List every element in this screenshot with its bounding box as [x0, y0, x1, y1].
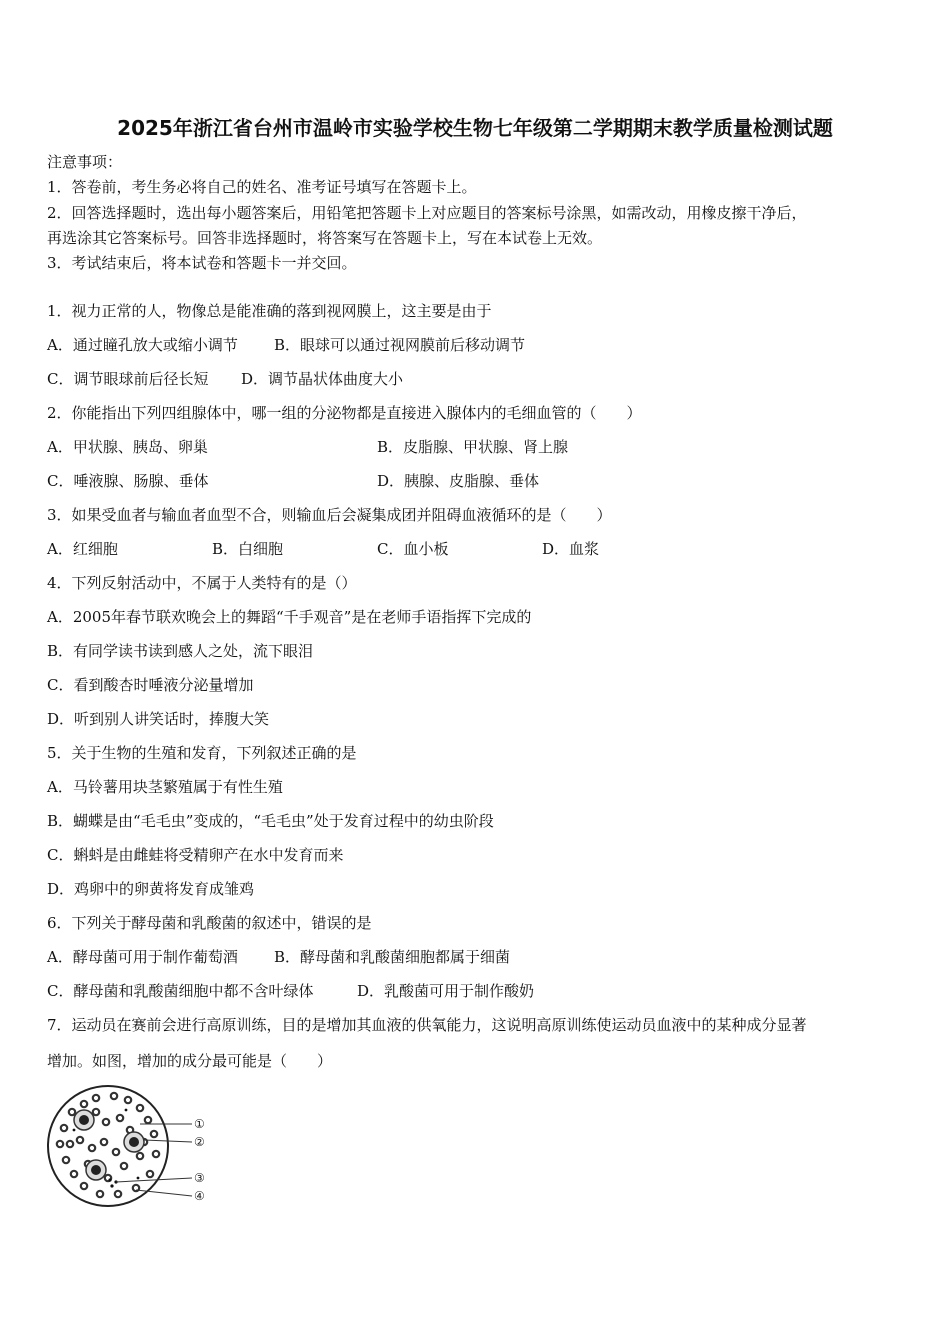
question-7-stem: 7．运动员在赛前会进行高原训练，目的是增加其血液的供氧能力，这说明高原训练使运动员血液中的某种成分显著	[47, 1016, 807, 1034]
option-d: D．胰腺、皮脂腺、垂体	[377, 472, 540, 490]
question-1-stem: 1．视力正常的人，物像总是能准确的落到视网膜上，这主要是由于	[47, 302, 492, 320]
question-2-stem: 2．你能指出下列四组腺体中，哪一组的分泌物都是直接进入腺体内的毛细血管的（ ）	[47, 404, 642, 422]
option-b: B．酵母菌和乳酸菌细胞都属于细菌	[274, 948, 511, 966]
question-6-stem: 6．下列关于酵母菌和乳酸菌的叙述中，错误的是	[47, 914, 372, 932]
question-7-stem-continued: 增加。如图，增加的成分最可能是（ ）	[47, 1052, 333, 1070]
option-d: D．听到别人讲笑话时，捧腹大笑	[47, 710, 270, 728]
question-5-stem: 5．关于生物的生殖和发育，下列叙述正确的是	[47, 744, 357, 762]
figure-label-1: ①	[194, 1117, 205, 1131]
option-a: A．通过瞳孔放大或缩小调节	[47, 336, 238, 354]
option-c: C．看到酸杏时唾液分泌量增加	[47, 676, 254, 694]
white-blood-cell-nucleus	[129, 1137, 139, 1147]
notice-heading: 注意事项：	[47, 153, 123, 171]
option-b: B．有同学读书读到感人之处，流下眼泪	[47, 642, 314, 660]
option-b: B．蝴蝶是由“毛毛虫”变成的，“毛毛虫”处于发育过程中的幼虫阶段	[47, 812, 494, 830]
notice-item: 3．考试结束后，将本试卷和答题卡一并交回。	[47, 254, 357, 272]
question-3-stem: 3．如果受血者与输血者血型不合，则输血后会凝集成团并阻碍血液循环的是（ ）	[47, 506, 612, 524]
notice-item: 再选涂其它答案标号。回答非选择题时，将答案写在答题卡上，写在本试卷上无效。	[47, 229, 603, 247]
option-a: A．马铃薯用块茎繁殖属于有性生殖	[47, 778, 283, 796]
question-4-stem: 4．下列反射活动中，不属于人类特有的是（）	[47, 574, 357, 592]
option-c: C．调节眼球前后径长短	[47, 370, 209, 388]
microscope-field-circle	[48, 1086, 168, 1206]
notice-item: 1．答卷前，考生务必将自己的姓名、准考证号填写在答题卡上。	[47, 178, 477, 196]
option-a: A．甲状腺、胰岛、卵巢	[47, 438, 208, 456]
option-c: C．唾液腺、肠腺、垂体	[47, 472, 209, 490]
option-c: C．酵母菌和乳酸菌细胞中都不含叶绿体	[47, 982, 314, 1000]
page-title: 2025年浙江省台州市温岭市实验学校生物七年级第二学期期末教学质量检测试题	[117, 116, 833, 140]
option-a: A．红细胞	[47, 540, 118, 558]
option-d: D．鸡卵中的卵黄将发育成雏鸡	[47, 880, 255, 898]
figure-label-3: ③	[194, 1171, 205, 1185]
option-d: D．调节晶状体曲度大小	[241, 370, 404, 388]
option-b: B．皮脂腺、甲状腺、肾上腺	[377, 438, 569, 456]
white-blood-cell-nucleus	[79, 1115, 89, 1125]
figure-label-2: ②	[194, 1135, 205, 1149]
blood-smear-figure	[44, 1082, 212, 1210]
option-a: A．酵母菌可用于制作葡萄酒	[47, 948, 238, 966]
notice-item: 2．回答选择题时，选出每小题答案后，用铅笔把答题卡上对应题目的答案标号涂黑，如需改动，用橡皮擦干净后，	[47, 204, 807, 222]
option-a: A．2005年春节联欢晚会上的舞蹈“千手观音”是在老师手语指挥下完成的	[47, 608, 532, 626]
option-d: D．乳酸菌可用于制作酸奶	[357, 982, 535, 1000]
figure-label-4: ④	[194, 1189, 205, 1203]
option-b: B．白细胞	[212, 540, 284, 558]
option-c: C．蝌蚪是由雌蛙将受精卵产在水中发育而来	[47, 846, 344, 864]
option-d: D．血浆	[542, 540, 600, 558]
option-c: C．血小板	[377, 540, 449, 558]
white-blood-cell-nucleus	[91, 1165, 101, 1175]
option-b: B．眼球可以通过视网膜前后移动调节	[274, 336, 526, 354]
